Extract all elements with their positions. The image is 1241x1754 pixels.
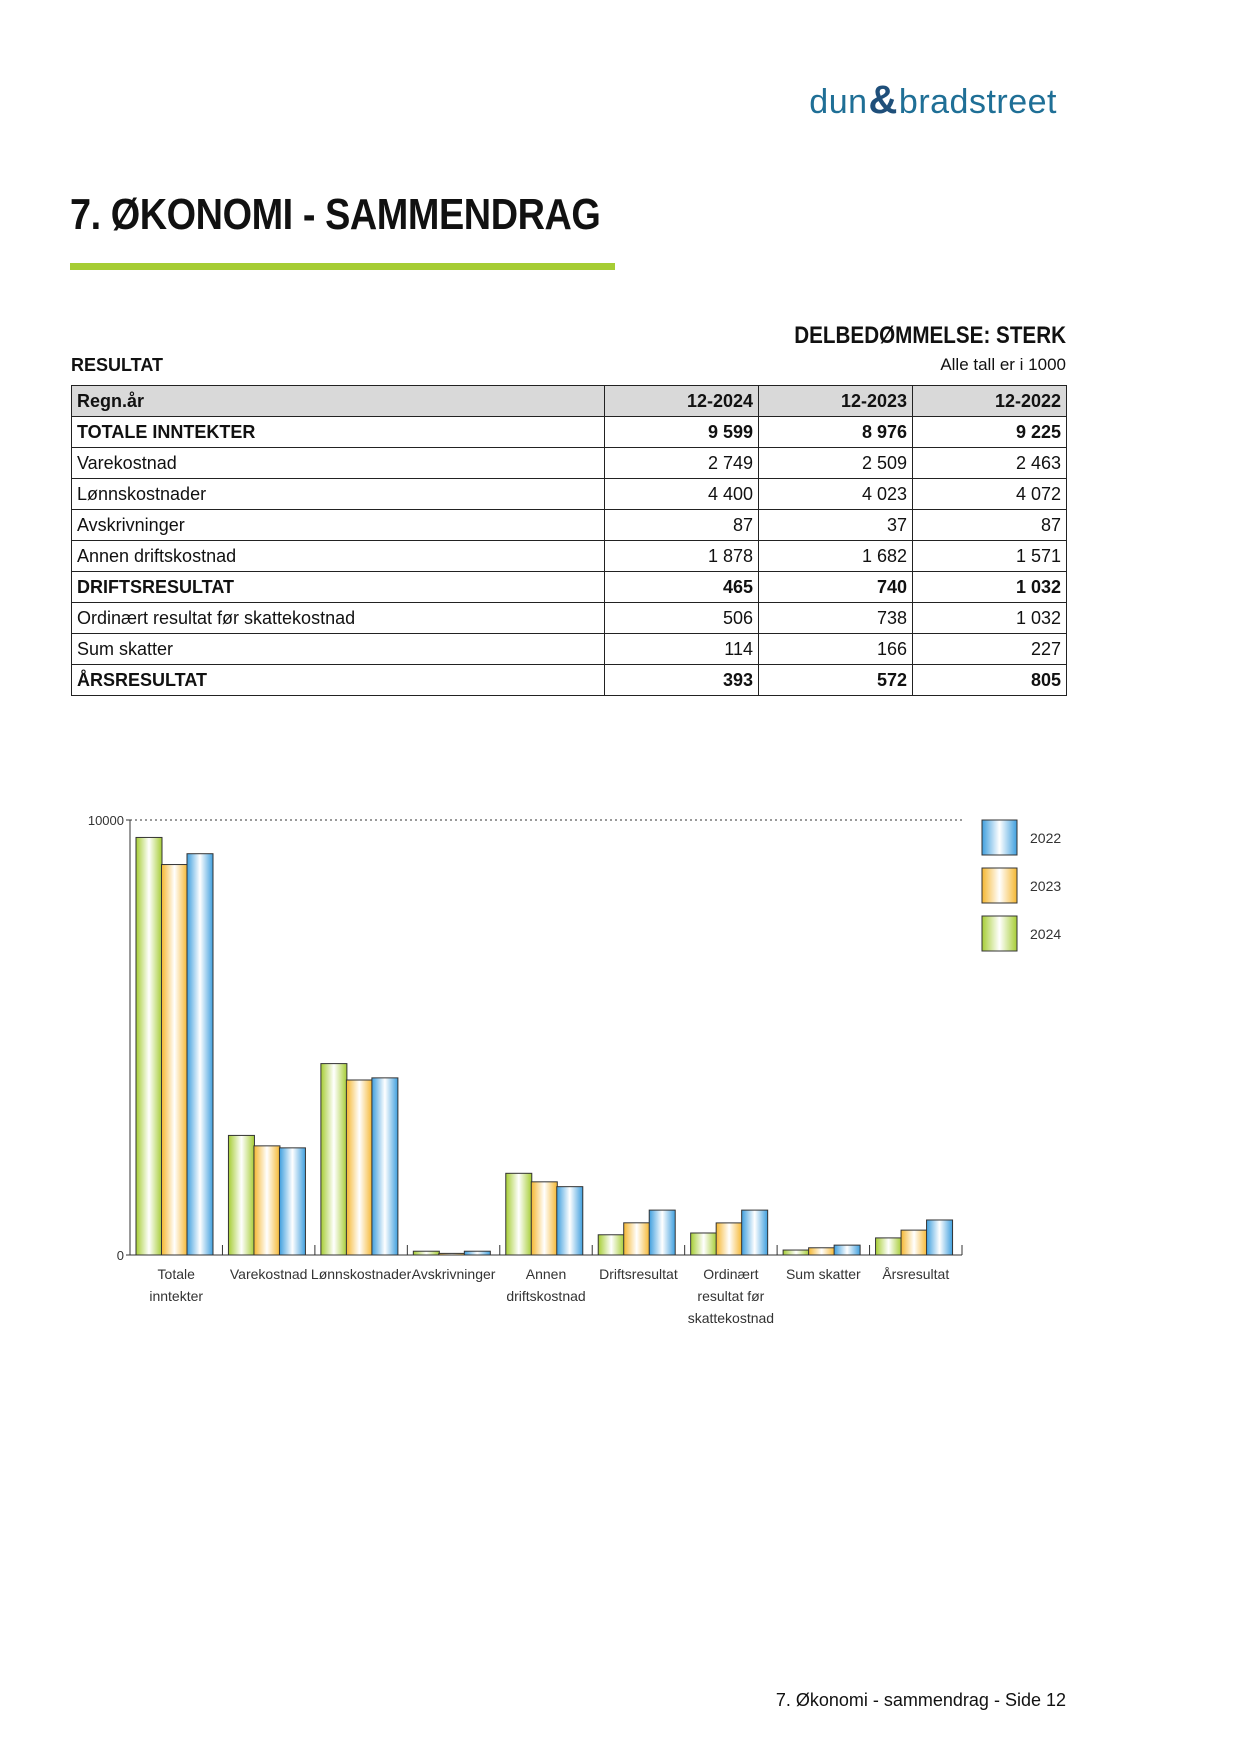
bar-2024 [783, 1250, 809, 1255]
bar-2022 [372, 1078, 398, 1255]
value-cell: 805 [913, 665, 1067, 696]
results-bar-chart [0, 790, 1241, 1350]
y-tick-label: 0 [116, 1248, 124, 1263]
x-category-label: Ordinært [703, 1266, 759, 1282]
logo-ampersand: & [868, 78, 898, 122]
table-row [72, 510, 1067, 541]
bar-2024 [413, 1251, 439, 1255]
value-cell: 740 [759, 572, 913, 603]
company-logo [809, 78, 1057, 123]
bar-2022 [649, 1210, 675, 1255]
bar-2022 [557, 1187, 583, 1255]
row-label-cell: DRIFTSRESULTAT [72, 572, 605, 603]
value-cell: 1 682 [759, 541, 913, 572]
value-cell: 1 571 [913, 541, 1067, 572]
value-cell: 2 463 [913, 448, 1067, 479]
value-cell: 2 749 [605, 448, 759, 479]
bar-2023 [531, 1182, 557, 1255]
value-cell: 87 [605, 510, 759, 541]
x-category-label: Sum skatter [785, 1266, 861, 1282]
table-body [72, 417, 1067, 696]
table-row [72, 634, 1067, 665]
row-label-cell: Lønnskostnader [72, 479, 605, 510]
value-cell: 166 [759, 634, 913, 665]
row-label-cell: ÅRSRESULTAT [72, 665, 605, 696]
value-cell: 227 [913, 634, 1067, 665]
table-row [72, 603, 1067, 634]
row-label-cell: Ordinært resultat før skattekostnad [72, 603, 605, 634]
bar-2024 [228, 1135, 254, 1255]
value-cell: 114 [605, 634, 759, 665]
row-label-cell: Annen driftskostnad [72, 541, 605, 572]
table-row [72, 572, 1067, 603]
legend-swatch-2022 [982, 820, 1017, 855]
table-row [72, 417, 1067, 448]
column-header: 12-2022 [913, 386, 1067, 417]
bar-2024 [506, 1173, 532, 1255]
value-cell: 9 599 [605, 417, 759, 448]
table-row [72, 479, 1067, 510]
x-category-label: skattekostnad [687, 1310, 775, 1326]
column-header: 12-2024 [605, 386, 759, 417]
column-header: Regn.år [72, 386, 605, 417]
x-category-label: Totale [157, 1266, 195, 1282]
bar-2023 [162, 865, 188, 1255]
logo-text-bradstreet: bradstreet [898, 83, 1057, 121]
bar-2022 [742, 1210, 768, 1255]
section-label: RESULTAT [71, 355, 163, 375]
x-category-label: Avskrivninger [411, 1266, 496, 1282]
value-cell: 9 225 [913, 417, 1067, 448]
value-cell: 393 [605, 665, 759, 696]
value-cell: 1 032 [913, 603, 1067, 634]
x-category-label: Lønnskostnader [310, 1266, 412, 1282]
row-label-cell: Avskrivninger [72, 510, 605, 541]
row-label-cell: Varekostnad [72, 448, 605, 479]
value-cell: 4 072 [913, 479, 1067, 510]
legend-label: 2022 [1030, 830, 1062, 846]
bar-2024 [598, 1235, 624, 1255]
bar-2022 [187, 854, 213, 1255]
value-cell: 506 [605, 603, 759, 634]
bar-2024 [691, 1233, 717, 1255]
logo-text-dun: dun [809, 83, 868, 121]
value-cell: 572 [759, 665, 913, 696]
x-category-label: resultat før [697, 1288, 765, 1304]
financial-table [71, 385, 1067, 696]
bar-2024 [136, 837, 162, 1255]
bar-2023 [624, 1223, 650, 1255]
page-footer: 7. Økonomi - sammendrag - Side 12 [775, 1690, 1066, 1710]
table-row [72, 665, 1067, 696]
value-cell: 4 400 [605, 479, 759, 510]
table-header-row [72, 386, 1067, 417]
rating-label: DELBEDØMMELSE: STERK [794, 322, 1066, 349]
bar-2022 [927, 1220, 953, 1255]
bar-2022 [834, 1245, 860, 1255]
value-cell: 8 976 [759, 417, 913, 448]
legend-swatch-2023 [982, 868, 1017, 903]
value-cell: 465 [605, 572, 759, 603]
x-category-label: Årsresultat [882, 1266, 950, 1282]
value-cell: 1 032 [913, 572, 1067, 603]
y-tick-label: 10000 [87, 813, 124, 828]
bar-2023 [254, 1146, 280, 1255]
value-cell: 2 509 [759, 448, 913, 479]
bar-2022 [464, 1251, 490, 1255]
row-label-cell: TOTALE INNTEKTER [72, 417, 605, 448]
bar-2024 [876, 1238, 902, 1255]
column-header: 12-2023 [759, 386, 913, 417]
units-note: Alle tall er i 1000 [940, 355, 1066, 374]
value-cell: 87 [913, 510, 1067, 541]
value-cell: 37 [759, 510, 913, 541]
bar-2023 [809, 1248, 835, 1255]
title-underline [70, 263, 615, 270]
value-cell: 738 [759, 603, 913, 634]
value-cell: 4 023 [759, 479, 913, 510]
legend-swatch-2024 [982, 916, 1017, 951]
bar-2023 [439, 1253, 465, 1255]
bar-2022 [279, 1148, 305, 1255]
bar-2023 [901, 1230, 927, 1255]
bar-2024 [321, 1064, 347, 1255]
bar-2023 [716, 1223, 742, 1255]
table-row [72, 541, 1067, 572]
x-category-label: inntekter [149, 1288, 204, 1304]
x-category-label: driftskostnad [506, 1288, 586, 1304]
x-category-label: Annen [525, 1266, 567, 1282]
x-category-label: Driftsresultat [599, 1266, 678, 1282]
page-title: 7. ØKONOMI - SAMMENDRAG [70, 190, 601, 239]
legend-label: 2023 [1030, 878, 1062, 894]
x-category-label: Varekostnad [229, 1266, 308, 1282]
row-label-cell: Sum skatter [72, 634, 605, 665]
legend-label: 2024 [1030, 926, 1062, 942]
table-row [72, 448, 1067, 479]
bar-2023 [346, 1080, 372, 1255]
value-cell: 1 878 [605, 541, 759, 572]
